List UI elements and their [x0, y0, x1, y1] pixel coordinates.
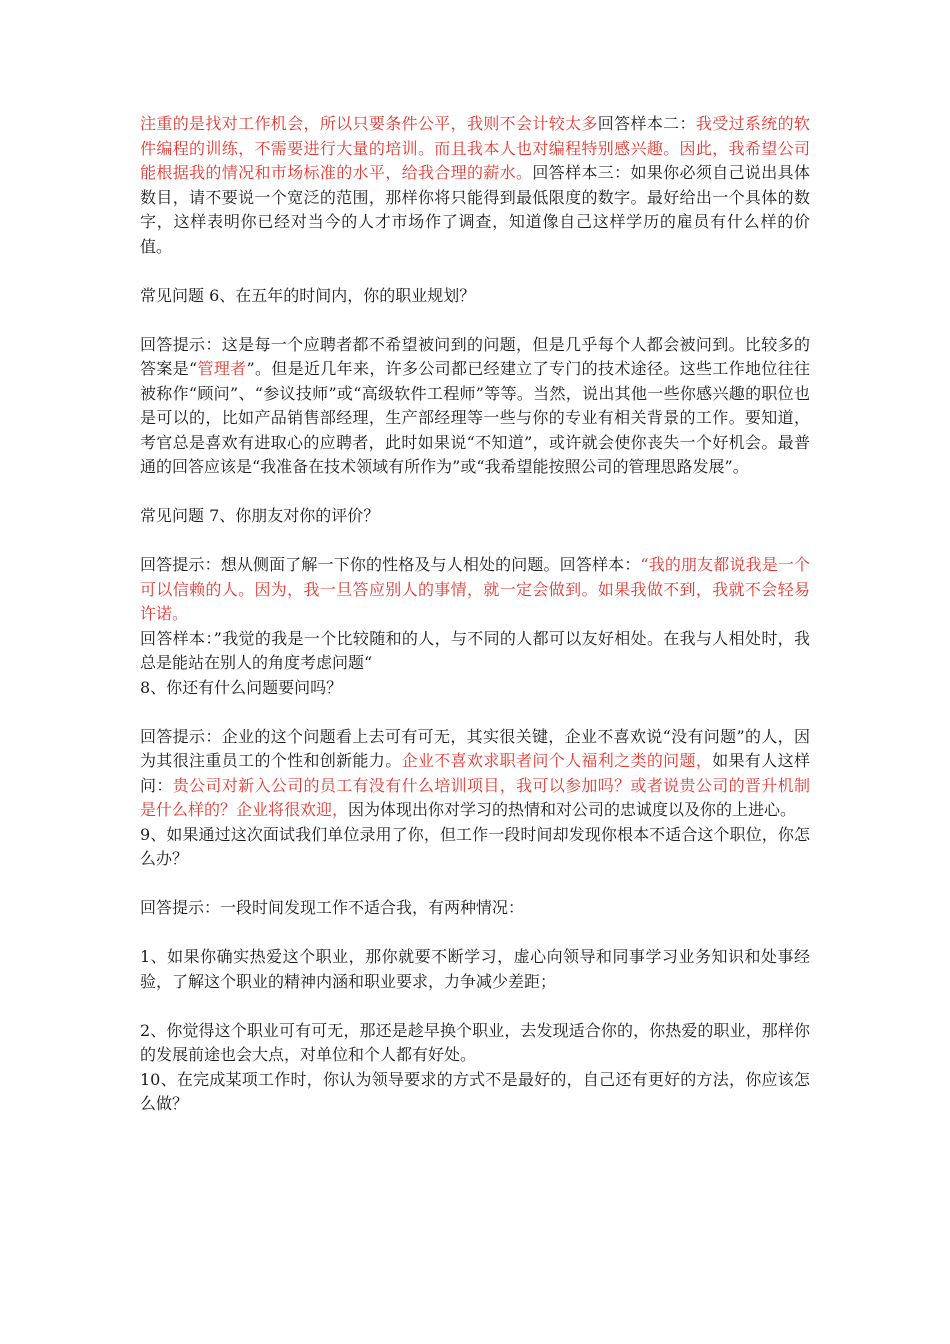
highlighted-text: 注重的是找对工作机会，所以只要条件公平，我则不会计较太多: [140, 114, 598, 133]
answer-text: 因为体现出你对学习的热情和对公司的忠诚度以及你的上进心。: [348, 800, 797, 819]
salary-answer-paragraph: [140, 112, 810, 259]
question-8-answer: [140, 725, 810, 823]
paragraph-spacer: [140, 994, 810, 1019]
question-9-answer-item-2: 2、你觉得这个职业可有可无，那还是趁早换个职业，去发现适合你的，你热爱的职业，那样你的发展前途也会大点，对单位和个人都有好处。: [140, 1020, 810, 1064]
question-7-answer-sample: 回答样本：”我觉的我是一个比较随和的人，与不同的人都可以友好相处。在我与人相处时，我总是能站在别人的角度考虑问题“: [140, 628, 810, 672]
paragraph-spacer: [140, 529, 810, 554]
paragraph-spacer: [140, 921, 810, 946]
question-10-heading: 10、在完成某项工作时，你认为领导要求的方式不是最好的，自己还有更好的方法，你应该怎么做？: [140, 1069, 810, 1113]
highlighted-text: 贵公司对新入公司的员工有没有什么培训项目，我可以参加吗？或者说贵公司的晋升机制是什么样的？企业将很欢迎，: [140, 775, 810, 819]
answer-text: 如果有人这样问：: [140, 751, 810, 795]
answer-sample-label: 回答样本二：: [597, 114, 696, 133]
answer-text: 回答提示：这是每一个应聘者都不希望被问到的问题，但是几乎每个人都会被问到。比较多的答案是“: [140, 334, 810, 378]
answer-text: ”。但是近几年来，许多公司都已经建立了专门的技术途径。这些工作地位往往被称作“顾问”、“参议技师”或“高级软件工程师”等等。当然，说出其他一些你感兴趣的职位也是可以的，比如产品销售部经理，生产部经理等一些与你的专业有相关背景的工作。要知道，考官总是喜欢有进取心的应聘者，此时如果说“不知道”，或许就会使你丧失一个好机会。最普通的回答应该是“我准备在技术领域有所作为”或“我希望能按照公司的管理思路发展”。: [140, 359, 810, 476]
paragraph-spacer: [140, 700, 810, 725]
highlighted-text: 管理者: [197, 359, 247, 378]
highlighted-text: 我受过系统的软件编程的训练，不需要进行大量的培训。而且我本人也对编程特别感兴趣。因此，我希望公司能根据我的情况和市场标准的水平，给我合理的薪水。: [140, 114, 810, 182]
question-8-heading: 8、你还有什么问题要问吗？: [140, 677, 343, 697]
question-9-answer-intro: 回答提示：一段时间发现工作不适合我，有两种情况：: [140, 898, 525, 917]
question-9-heading: 9、如果通过这次面试我们单位录用了你，但工作一段时间却发现你根本不适合这个职位，你怎么办？: [140, 824, 810, 868]
paragraph-spacer: [140, 872, 810, 897]
paragraph-spacer: [140, 259, 810, 284]
highlighted-text: “我的朋友都说我是一个可以信赖的人。因为，我一旦答应别人的事情，就一定会做到。如果我做不到，我就不会轻易许诺。: [140, 555, 810, 623]
answer-text: 回答提示：想从侧面了解一下你的性格及与人相处的问题。回答样本：: [140, 555, 641, 574]
question-6-answer: [140, 333, 810, 480]
question-9-answer-item-1: 1、如果你确实热爱这个职业，那你就要不断学习，虚心向领导和同事学习业务知识和处事经验，了解这个职业的精神内涵和职业要求，力争减少差距；: [140, 947, 810, 991]
question-6-heading: 常见问题 6、在五年的时间内，你的职业规划？: [140, 285, 476, 305]
question-7-answer: [140, 553, 810, 627]
question-7-heading: 常见问题 7、你朋友对你的评价？: [140, 506, 380, 525]
highlighted-text: 企业不喜欢求职者问个人福利之类的问题，: [401, 751, 713, 770]
paragraph-spacer: [140, 308, 810, 333]
document-body: [140, 112, 810, 1117]
answer-sample-text: 回答样本三：如果你必须自己说出具体数目，请不要说一个宽泛的范围，那样你将只能得到最低限度的数字。最好给出一个具体的数字，这样表明你已经对当今的人才市场作了调查，知道像自己这样学历的雇员有什么样的价值。: [140, 163, 810, 256]
paragraph-spacer: [140, 480, 810, 505]
answer-text: 回答提示：企业的这个问题看上去可有可无，其实很关键，企业不喜欢说“没有问题”的人，因为其很注重员工的个性和创新能力。: [140, 726, 810, 770]
